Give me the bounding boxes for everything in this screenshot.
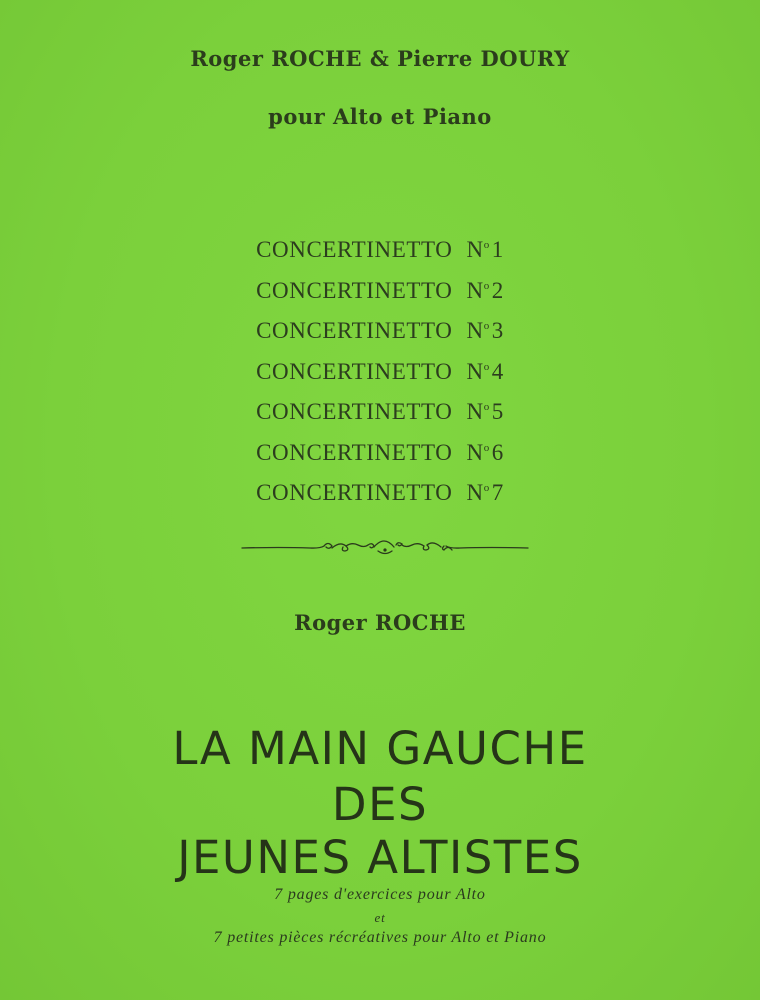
concertino-numero: N <box>466 237 484 262</box>
concertino-numero: N <box>466 439 484 465</box>
concertino-number: 2 <box>491 277 504 303</box>
concertino-number: 5 <box>491 399 504 424</box>
second-author-line: Roger ROCHE <box>294 610 466 635</box>
concertino-numero: N <box>466 318 484 343</box>
description-line-3: 7 petites pièces récréatives pour Alto et Piano <box>213 929 547 946</box>
instrument-line: pour Alto et Piano <box>268 104 492 129</box>
concertino-numero: N <box>466 358 484 384</box>
concertino-name: CONCERTINETTO <box>256 439 453 465</box>
concertino-list <box>0 230 760 514</box>
concertino-item <box>0 271 760 312</box>
concertino-item <box>0 392 760 433</box>
concertino-item <box>0 352 760 393</box>
concertino-number: 6 <box>491 439 504 465</box>
concertino-numero-sup: o <box>483 401 490 413</box>
concertino-numero-sup: o <box>483 360 490 373</box>
concertino-numero-sup: o <box>483 279 490 292</box>
concertino-name: CONCERTINETTO <box>256 358 453 384</box>
concertino-numero: N <box>466 277 484 303</box>
description-line-2: et <box>374 910 386 925</box>
concertino-name: CONCERTINETTO <box>256 480 453 505</box>
concertino-name: CONCERTINETTO <box>256 399 453 424</box>
concertino-number: 7 <box>491 480 504 505</box>
concertino-numero: N <box>466 480 484 505</box>
main-title-line-1: LA MAIN GAUCHE <box>172 722 588 776</box>
concertino-numero-sup: o <box>483 320 490 332</box>
description-line-1: 7 pages d'exercices pour Alto <box>274 886 486 903</box>
concertino-numero: N <box>466 399 484 424</box>
concertino-item <box>0 230 760 271</box>
concertino-numero-sup: o <box>483 441 490 454</box>
concertino-numero-sup: o <box>483 239 490 251</box>
concertino-name: CONCERTINETTO <box>256 318 453 343</box>
concertino-numero-sup: o <box>483 482 490 494</box>
concertino-item <box>0 433 760 474</box>
concertino-number: 4 <box>491 358 504 384</box>
concertino-number: 3 <box>491 318 504 343</box>
flourish-ornament-icon <box>240 534 530 562</box>
concertino-name: CONCERTINETTO <box>256 237 453 262</box>
main-title-line-3: JEUNES ALTISTES <box>177 831 583 885</box>
authors-line: Roger ROCHE & Pierre DOURY <box>190 46 570 71</box>
concertino-item <box>0 311 760 352</box>
concertino-number: 1 <box>491 237 504 262</box>
concertino-item <box>0 473 760 514</box>
main-title-line-2: DES <box>331 778 429 832</box>
concertino-name: CONCERTINETTO <box>256 277 453 303</box>
